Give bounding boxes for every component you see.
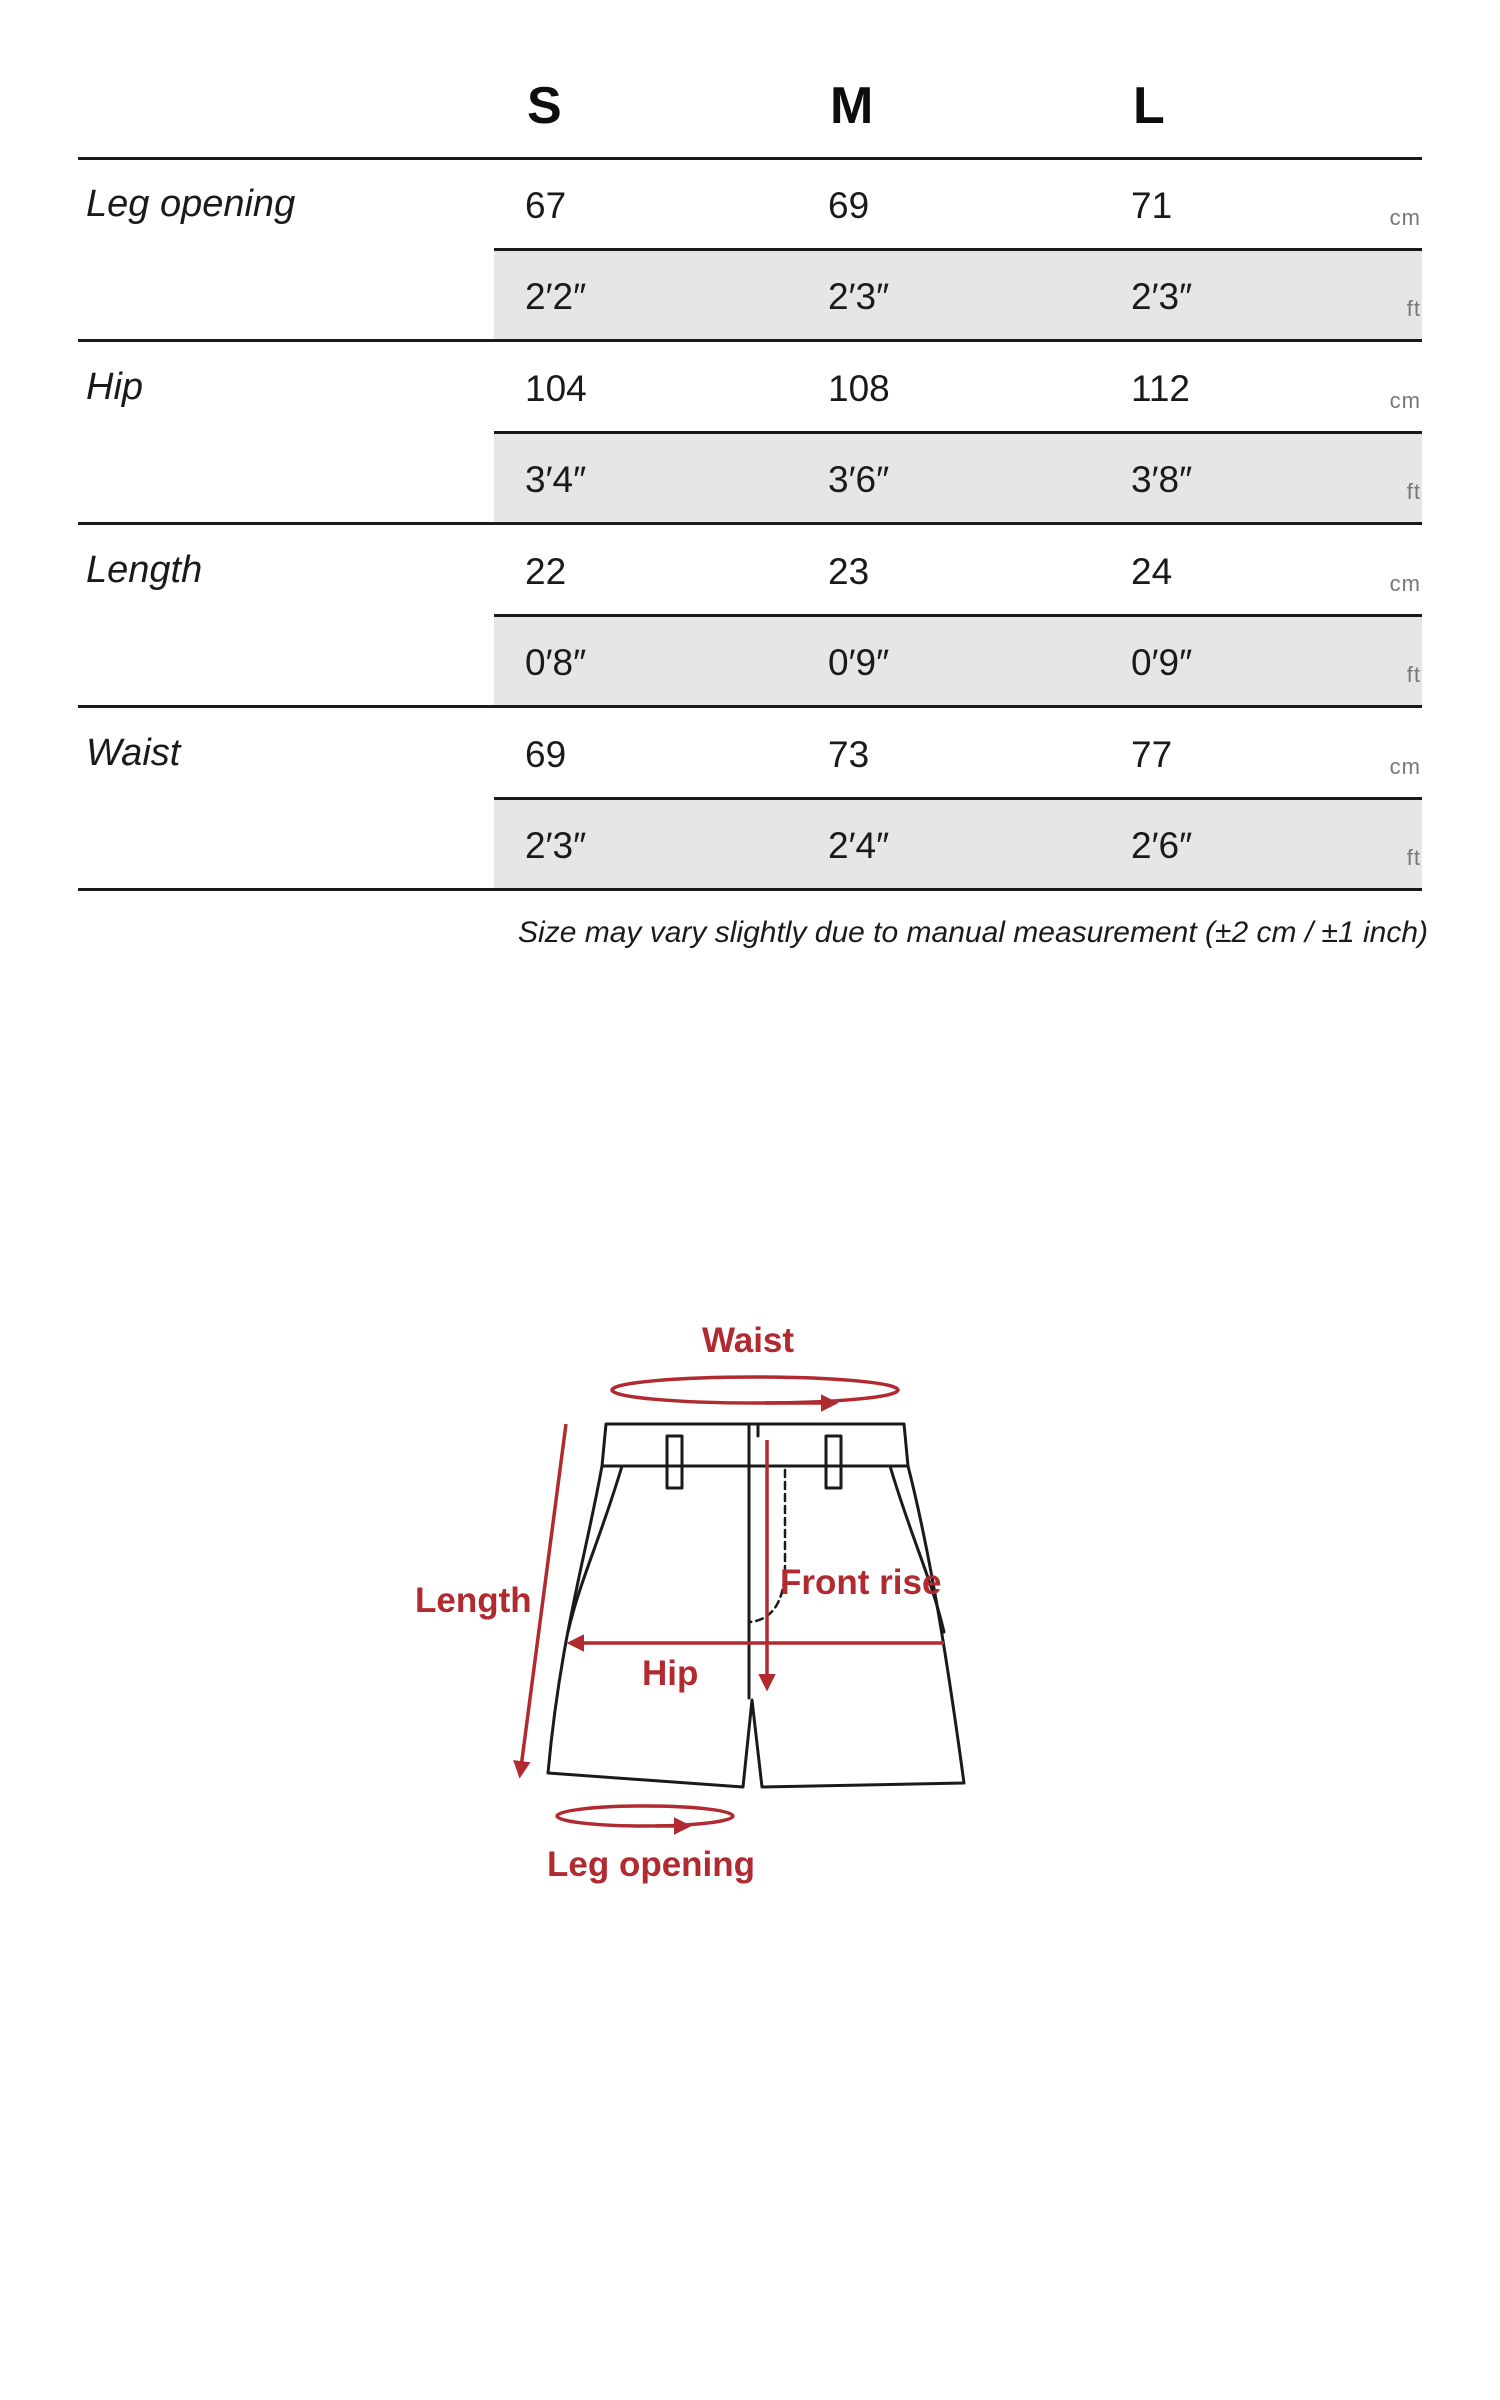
unit-cm: cm: [1389, 754, 1421, 779]
unit-ft: ft: [1406, 296, 1421, 321]
ft-value-s: 3′4″: [525, 459, 587, 500]
ft-value-m: 3′6″: [828, 459, 890, 500]
ft-row-shade: [494, 800, 1422, 888]
cm-value-s: 22: [525, 551, 567, 592]
unit-cm: cm: [1389, 205, 1421, 230]
cm-value-l: 71: [1131, 185, 1173, 226]
row-rule: [78, 522, 1422, 525]
size-header-s: S: [527, 77, 562, 135]
unit-ft: ft: [1406, 845, 1421, 870]
length-label: Length: [415, 1581, 532, 1620]
unit-cm: cm: [1389, 388, 1421, 413]
hip-label: Hip: [642, 1654, 699, 1693]
row-label: Leg opening: [86, 183, 296, 225]
row-rule: [78, 705, 1422, 708]
ft-value-l: 0′9″: [1131, 642, 1193, 683]
cm-value-m: 69: [828, 185, 870, 226]
cm-value-m: 73: [828, 734, 870, 775]
ft-row-shade: [494, 251, 1422, 339]
table-bottom-rule: [78, 888, 1422, 891]
table-top-rule: [78, 157, 1422, 160]
shorts-measurement-diagram: [0, 1260, 1500, 1960]
cm-value-s: 67: [525, 185, 567, 226]
ft-value-s: 2′2″: [525, 276, 587, 317]
ft-value-l: 2′6″: [1131, 825, 1193, 866]
row-label: Waist: [86, 732, 181, 774]
cm-value-s: 69: [525, 734, 567, 775]
unit-ft: ft: [1406, 662, 1421, 687]
ft-value-l: 3′8″: [1131, 459, 1193, 500]
waist-label: Waist: [702, 1321, 795, 1360]
cm-value-m: 108: [828, 368, 890, 409]
shorts-outline: [548, 1424, 964, 1787]
ft-value-m: 2′4″: [828, 825, 890, 866]
size-header-m: M: [830, 77, 874, 135]
row-label: Hip: [86, 366, 144, 408]
ft-value-m: 2′3″: [828, 276, 890, 317]
ft-row-shade: [494, 617, 1422, 705]
row-label: Length: [86, 549, 203, 591]
ft-value-s: 2′3″: [525, 825, 587, 866]
unit-cm: cm: [1389, 571, 1421, 596]
front-rise-label: Front rise: [780, 1563, 942, 1602]
cm-value-l: 77: [1131, 734, 1173, 775]
measurement-note: Size may vary slightly due to manual measurement (±2 cm / ±1 inch): [518, 916, 1428, 949]
size-header-l: L: [1133, 77, 1165, 135]
ft-value-l: 2′3″: [1131, 276, 1193, 317]
cm-value-l: 112: [1131, 368, 1190, 409]
leg-opening-label: Leg opening: [547, 1845, 756, 1884]
unit-ft: ft: [1406, 479, 1421, 504]
cm-value-m: 23: [828, 551, 870, 592]
ft-value-m: 0′9″: [828, 642, 890, 683]
ft-value-s: 0′8″: [525, 642, 587, 683]
row-rule: [78, 339, 1422, 342]
cm-value-l: 24: [1131, 551, 1173, 592]
cm-value-s: 104: [525, 368, 587, 409]
ft-row-shade: [494, 434, 1422, 522]
